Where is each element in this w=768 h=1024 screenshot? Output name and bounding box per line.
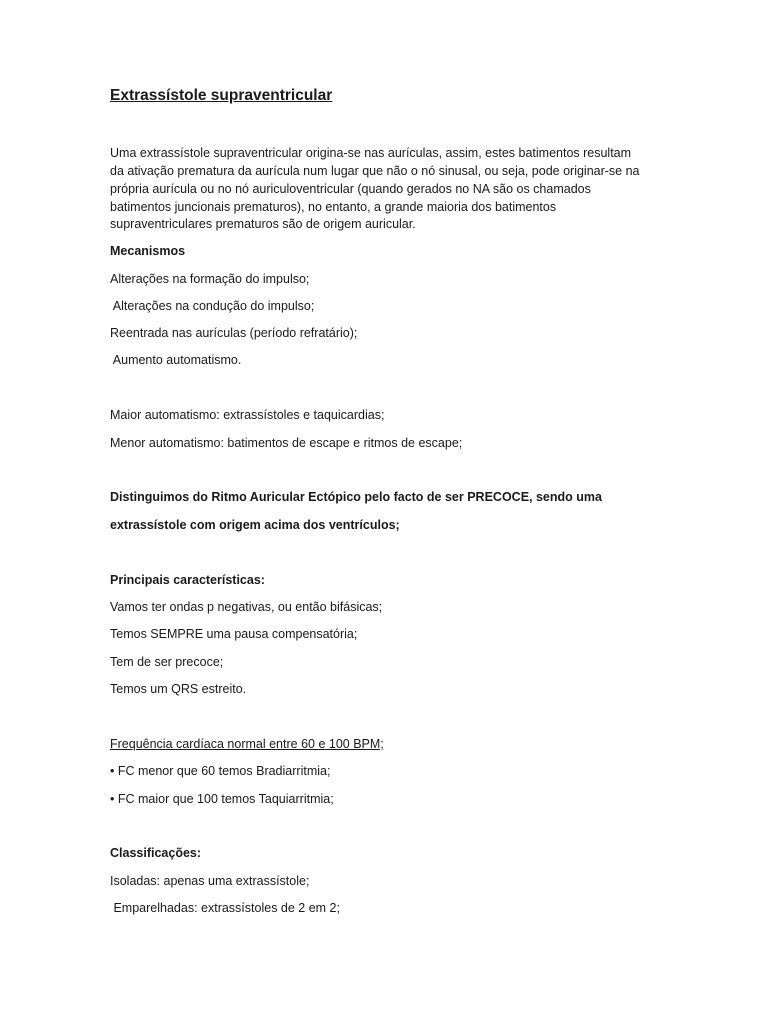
- classification-heading: Classificações:: [110, 846, 202, 860]
- characteristic-item: Temos um QRS estreito.: [110, 682, 247, 696]
- classification-item: Emparelhadas: extrassístoles de 2 em 2;: [110, 901, 340, 915]
- intro-line-5: supraventriculares prematuros são de origem auricular.: [110, 217, 416, 231]
- characteristic-item: Temos SEMPRE uma pausa compensatória;: [110, 627, 358, 641]
- intro-line-3: própria aurícula ou no nó auriculoventricular (quando gerados no NA são os chamados: [110, 182, 591, 196]
- mechanism-item: Reentrada nas aurículas (período refratário);: [110, 326, 358, 340]
- mechanism-item: Aumento automatismo.: [110, 353, 242, 367]
- heart-rate-item: • FC menor que 60 temos Bradiarritmia;: [110, 764, 331, 778]
- intro-line-4: batimentos juncionais prematuros), no entanto, a grande maioria dos batimentos: [110, 200, 557, 214]
- automatism-line: Menor automatismo: batimentos de escape e ritmos de escape;: [110, 436, 463, 450]
- heart-rate-heading: Frequência cardíaca normal entre 60 e 100 BPM;: [110, 737, 384, 751]
- heart-rate-item: • FC maior que 100 temos Taquiarritmia;: [110, 792, 334, 806]
- characteristic-item: Tem de ser precoce;: [110, 655, 224, 669]
- distinguish-line-2: extrassístole com origem acima dos ventrículos;: [110, 518, 400, 532]
- document-title: Extrassístole supraventricular: [110, 87, 333, 104]
- distinguish-line-1: Distinguimos do Ritmo Auricular Ectópico pelo facto de ser PRECOCE, sendo uma: [110, 490, 602, 504]
- intro-line-1: Uma extrassístole supraventricular origina-se nas aurículas, assim, estes batimentos resultam: [110, 146, 632, 160]
- characteristic-item: Vamos ter ondas p negativas, ou então bifásicas;: [110, 600, 383, 614]
- intro-line-2: da ativação prematura da aurícula num lugar que não o nó sinusal, ou seja, pode originar-se na: [110, 164, 640, 178]
- characteristics-heading: Principais características:: [110, 573, 265, 587]
- mechanism-item: Alterações na formação do impulso;: [110, 272, 310, 286]
- automatism-line: Maior automatismo: extrassístoles e taquicardias;: [110, 408, 385, 422]
- mechanisms-heading: Mecanismos: [110, 244, 186, 258]
- mechanism-item: Alterações na condução do impulso;: [110, 299, 315, 313]
- classification-item: Isoladas: apenas uma extrassístole;: [110, 874, 310, 888]
